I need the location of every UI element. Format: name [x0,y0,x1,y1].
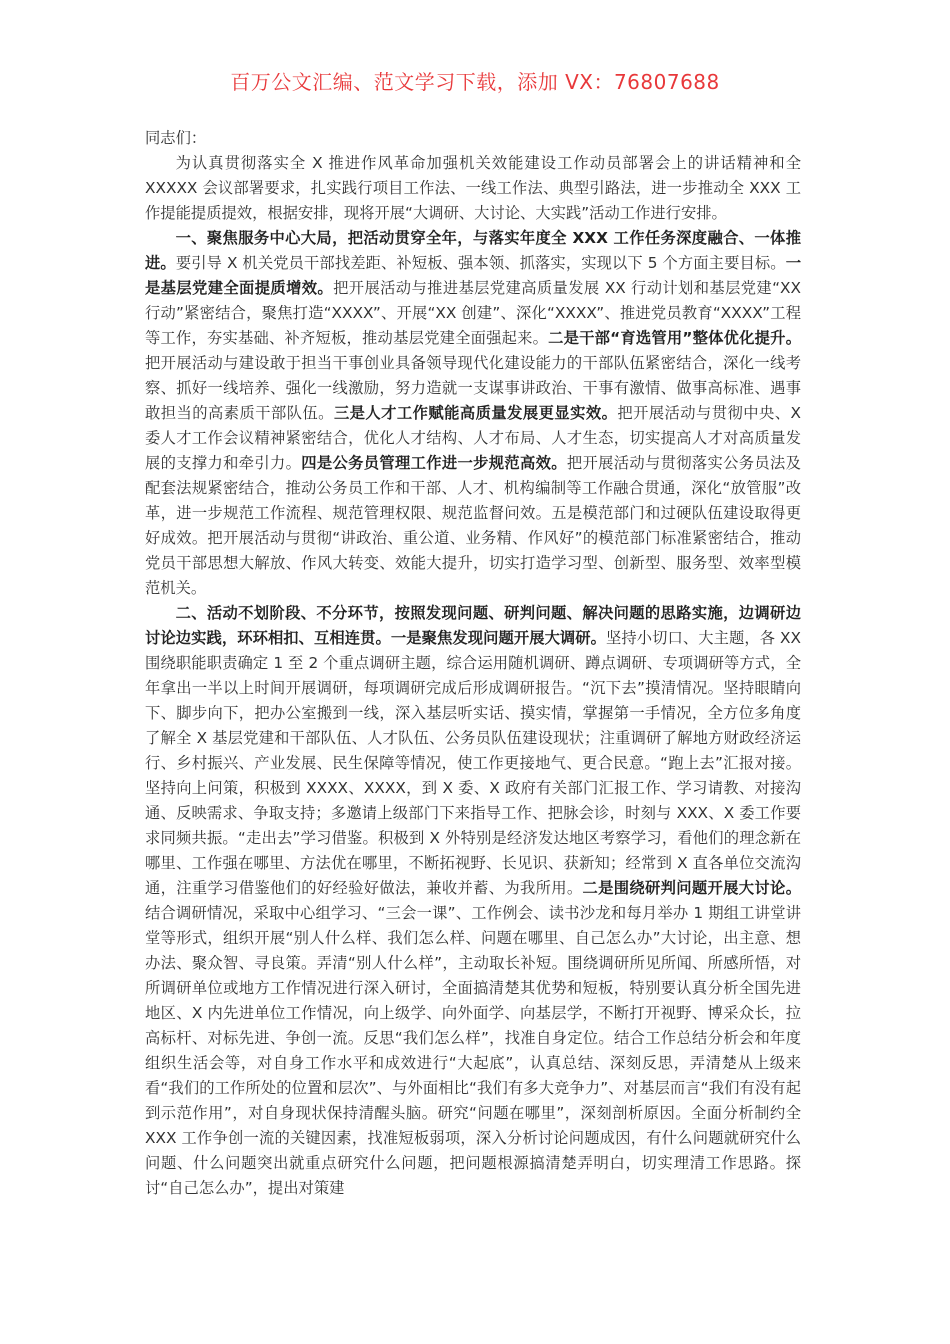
bold-heading-text: 四是公务员管理工作进一步规范高效。 [301,454,567,472]
paragraph [145,226,801,601]
body-text: 要引导 X 机关党员干部找差距、补短板、强本领、抓落实，实现以下 5 个方面主要目标。 [175,254,786,272]
bold-heading-text: 一是基层党建全面提质增效。 [145,254,801,297]
paragraph [145,126,801,151]
paragraph [145,151,801,226]
bold-heading-text: 一、聚焦服务中心大局，把活动贯穿全年，与落实年度全 XXX 工作任务深度融合、一体推进。 [145,229,801,272]
bold-heading-text: 二是干部“育选管用”整体优化提升。 [548,329,801,347]
document-body [145,126,801,1201]
body-text: 把开展活动与贯彻中央、X 委人才工作会议精神紧密结合，优化人才结构、人才布局、人才生态，切实提高人才对高质量发展的支撑力和牵引力。 [145,404,801,472]
watermark-header: 百万公文汇编、范文学习下载，添加 VX：76807688 [230,70,720,94]
paragraph [145,601,801,1201]
body-text: 坚持小切口、大主题，各 XX 围绕职能职责确定 1 至 2 个重点调研主题，综合运用随机调研、蹲点调研、专项调研等方式，全年拿出一半以上时间开展调研，每项调研完成后形成调研报告。“沉下去”摸清情况。坚持眼睛向下、脚步向下，把办公室搬到一线，深入基层听实话、摸实情，掌握第一手情况，全方位多角度了解全 X 基层党建和干部队伍、人才队伍、公务员队伍建设现状；注重调研了解地方财政经济运行、乡村振兴、产业发展、民生保障等情况，使工作更接地气、更合民意。“跑上去”汇报对接。坚持向上问策，积极到 XXXX、XXXX，到 X 委、X 政府有关部门汇报工作、学习请教、对接沟通、反映需求、争取支持；多邀请上级部门下来指导工作、把脉会诊，时刻与 XXX、X 委工作要求同频共振。“走出去”学习借鉴。积极到 X 外特别是经济发达地区考察学习，看他们的理念新在哪里、工作强在哪里、方法优在哪里，不断拓视野、长见识、获新知；经常到 X 直各单位交流沟通，注重学习借鉴他们的好经验好做法，兼收并蓄、为我所用。 [145,629,801,897]
bold-heading-text: 二是围绕研判问题开展大讨论。 [582,879,801,897]
bold-heading-text: 三是人才工作赋能高质量发展更显实效。 [333,404,618,422]
body-text: 结合调研情况，采取中心组学习、“三会一课”、工作例会、读书沙龙和每月举办 1 期组工讲堂讲堂等形式，组织开展“别人什么样、我们怎么样、问题在哪里、自己怎么办”大讨论，出主意、想办法、聚众智、寻良策。弄清“别人什么样”，主动取长补短。围绕调研所见所闻、所感所悟，对所调研单位或地方工作情况进行深入研讨，全面搞清楚其优势和短板，特别要认真分析全国先进地区、X 内先进单位工作情况，向上级学、向外面学、向基层学，不断打开视野、博采众长，拉高标杆、对标先进、争创一流。反思“我们怎么样”，找准自身定位。结合工作总结分析会和年度组织生活会等，对自身工作水平和成效进行“大起底”，认真总结、深刻反思，弄清楚从上级来看“我们的工作所处的位置和层次”、与外面相比“我们有多大竞争力”、对基层而言“我们有没有起到示范作用”，对自身现状保持清醒头脑。研究“问题在哪里”，深刻剖析原因。全面分析制约全 XXX 工作争创一流的关键因素，找准短板弱项，深入分析讨论问题成因，有什么问题就研究什么问题、什么问题突出就重点研究什么问题，把问题根源搞清楚弄明白，切实理清工作思路。探讨“自己怎么办”，提出对策建 [145,904,801,1197]
body-text: 把开展活动与建设敢于担当干事创业具备领导现代化建设能力的干部队伍紧密结合，深化一线考察、抓好一线培养、强化一线激励，努力造就一支谋事讲政治、干事有激情、做事高标准、遇事敢担当的高素质干部队伍。 [145,354,801,422]
body-text: 把开展活动与推进基层党建高质量发展 XX 行动计划和基层党建“XX 行动”紧密结合，聚焦打造“XXXX”、开展“XX 创建”、深化“XXXX”、推进党员教育“XXXX”工程等工作，夯实基础、补齐短板，推动基层党建全面强起来。 [145,279,801,347]
body-text: 同志们： [145,129,207,147]
body-text: 为认真贯彻落实全 X 推进作风革命加强机关效能建设工作动员部署会上的讲话精神和全 XXXXX 会议部署要求，扎实践行项目工作法、一线工作法、典型引路法，进一步推动全 XXX 工作提能提质提效，根据安排，现将开展“大调研、大讨论、大实践”活动工作进行安排。 [145,154,801,222]
body-text: 把开展活动与贯彻落实公务员法及配套法规紧密结合，推动公务员工作和干部、人才、机构编制等工作融合贯通，深化“放管服”改革，进一步规范工作流程、规范管理权限、规范监督问效。五是模范部门和过硬队伍建设取得更好成效。把开展活动与贯彻“讲政治、重公道、业务精、作风好”的模范部门标准紧密结合，推动党员干部思想大解放、作风大转变、效能大提升，切实打造学习型、创新型、服务型、效率型模范机关。 [145,454,801,597]
bold-heading-text: 二、活动不划阶段、不分环节，按照发现问题、研判问题、解决问题的思路实施，边调研边讨论边实践，环环相扣、互相连贯。一是聚焦发现问题开展大调研。 [145,604,801,647]
